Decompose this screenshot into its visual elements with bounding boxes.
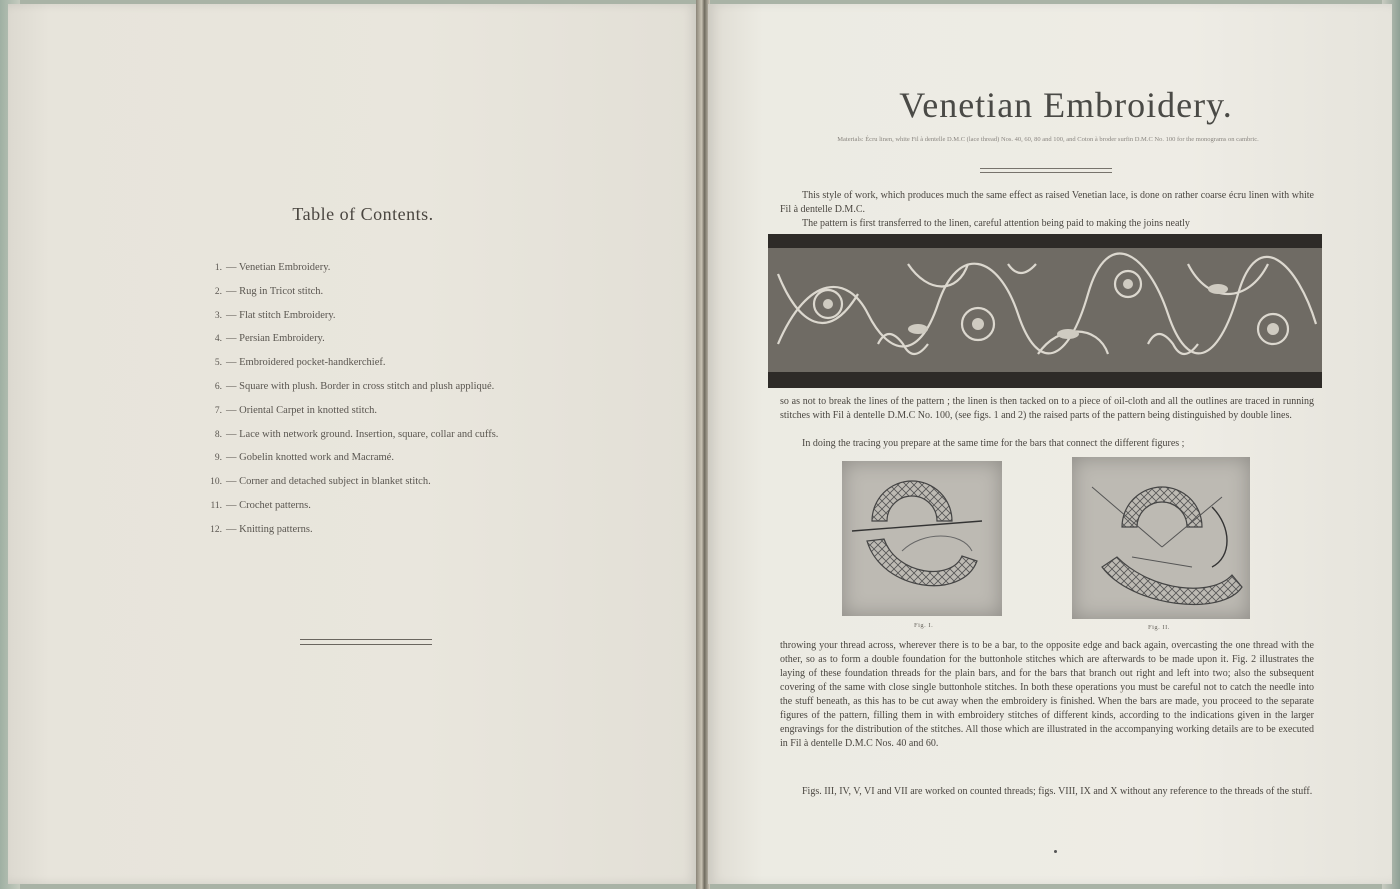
toc-number: 9. — [214, 453, 222, 464]
paragraph-text: Figs. III, IV, V, VI and VII are worked on counted threads; figs. VIII, IX and X without any reference to the threads of the stuff. — [802, 786, 1313, 797]
paragraph — [780, 189, 1314, 217]
figure-2-illustration — [1072, 457, 1250, 619]
toc-number: 2. — [214, 286, 222, 297]
paragraph — [780, 217, 1314, 231]
toc-text: — Corner and detached subject in blanket stitch. — [226, 476, 431, 488]
toc-item — [188, 310, 498, 334]
toc-text: — Rug in Tricot stitch. — [226, 285, 324, 297]
page-title: Venetian Embroidery. — [899, 85, 1233, 125]
toc-item — [188, 333, 498, 357]
toc-item — [188, 476, 498, 500]
toc-number: 10. — [210, 477, 222, 488]
page-mark — [1054, 850, 1057, 853]
toc-text: — Embroidered pocket-handkerchief. — [226, 357, 386, 369]
paragraph-text: The pattern is first transferred to the linen, careful attention being paid to making the joins neatly — [802, 218, 1190, 229]
toc-title: Table of Contents. — [292, 204, 434, 224]
toc-number: 4. — [214, 334, 222, 345]
toc-number: 1. — [214, 263, 222, 273]
toc-number: 7. — [214, 405, 222, 416]
paragraph: throwing your thread across, wherever there is to be a bar, to the opposite edge and back again, overcasting the one thread with the other, so as to form a double foundation for the buttonhole stitches which are afterwards to be made upon it. Fig. 2 illustrates the laying of these foundation threads for the plain bars, and for the bars that branch out right and left into two; also the subsequent covering of the same with close single buttonhole stitches. In both these operations you must be careful not to catch the needle into the stuff beneath, as this has to be cut away when the embroidery is finished. When the bars are made, you proceed to the separate figures of the pattern, filling them in with embroidery stitches of different kinds, according to the indications given in the larger engravings for the distribution of the stitches. All those which are illustrated in the accompanying working details are to be executed in Fil à dentelle D.M.C Nos. 40 and 60. — [780, 640, 1314, 749]
paragraph — [780, 785, 1314, 799]
toc-item — [188, 262, 498, 286]
toc-number: 11. — [210, 500, 222, 511]
toc-item — [188, 381, 498, 405]
toc-text: — Knitting patterns. — [226, 523, 313, 535]
toc-item — [188, 286, 498, 310]
toc-list — [188, 262, 498, 548]
toc-number: 3. — [214, 310, 222, 321]
right-page — [708, 4, 1392, 884]
toc-item — [188, 429, 498, 453]
paragraph — [780, 437, 1314, 451]
toc-item — [188, 405, 498, 429]
toc-text: — Gobelin knotted work and Macramé. — [226, 452, 394, 464]
toc-text: — Persian Embroidery. — [226, 333, 325, 345]
toc-text: — Crochet patterns. — [226, 499, 311, 511]
toc-item — [188, 524, 498, 548]
toc-text: — Square with plush. Border in cross stitch and plush appliqué. — [226, 380, 495, 392]
figure-2-caption: Fig. II. — [1148, 624, 1170, 631]
toc-text: — Oriental Carpet in knotted stitch. — [226, 404, 378, 416]
toc-text: — Venetian Embroidery. — [226, 262, 331, 273]
paragraph: so as not to break the lines of the pattern ; the linen is then tacked on to a piece of oil-cloth and all the outlines are traced in running stitches with Fil à dentelle D.M.C No. 100, (see figs. 1 and 2) the raised parts of the pattern being distinguished by double lines. — [780, 396, 1314, 421]
figure-1-illustration — [842, 461, 1002, 616]
toc-number: 12. — [210, 524, 222, 535]
title-double-rule — [980, 168, 1112, 173]
toc-number: 8. — [214, 429, 222, 440]
toc-item — [188, 500, 498, 524]
toc-number: 5. — [214, 358, 222, 369]
toc-double-rule — [300, 639, 432, 645]
toc-text: — Lace with network ground. Insertion, square, collar and cuffs. — [226, 428, 499, 440]
toc-text: — Flat stitch Embroidery. — [226, 309, 336, 321]
materials-note: Materials: Écru linen, white Fil à dentelle D.M.C (lace thread) Nos. 40, 60, 80 and 100, and Coton à broder surfin D.M.C No. 100 for the monograms on cambric. — [837, 136, 1259, 143]
lace-border-illustration — [768, 234, 1322, 388]
toc-item — [188, 452, 498, 476]
figure-1-caption: Fig. I. — [914, 622, 934, 629]
left-page — [8, 4, 698, 884]
paragraph-text: This style of work, which produces much the same effect as raised Venetian lace, is done on rather coarse écru linen with white Fil à dentelle D.M.C. — [780, 190, 1314, 215]
toc-item — [188, 357, 498, 381]
paragraph-text: In doing the tracing you prepare at the same time for the bars that connect the different figures ; — [802, 438, 1185, 449]
toc-number: 6. — [214, 381, 222, 392]
